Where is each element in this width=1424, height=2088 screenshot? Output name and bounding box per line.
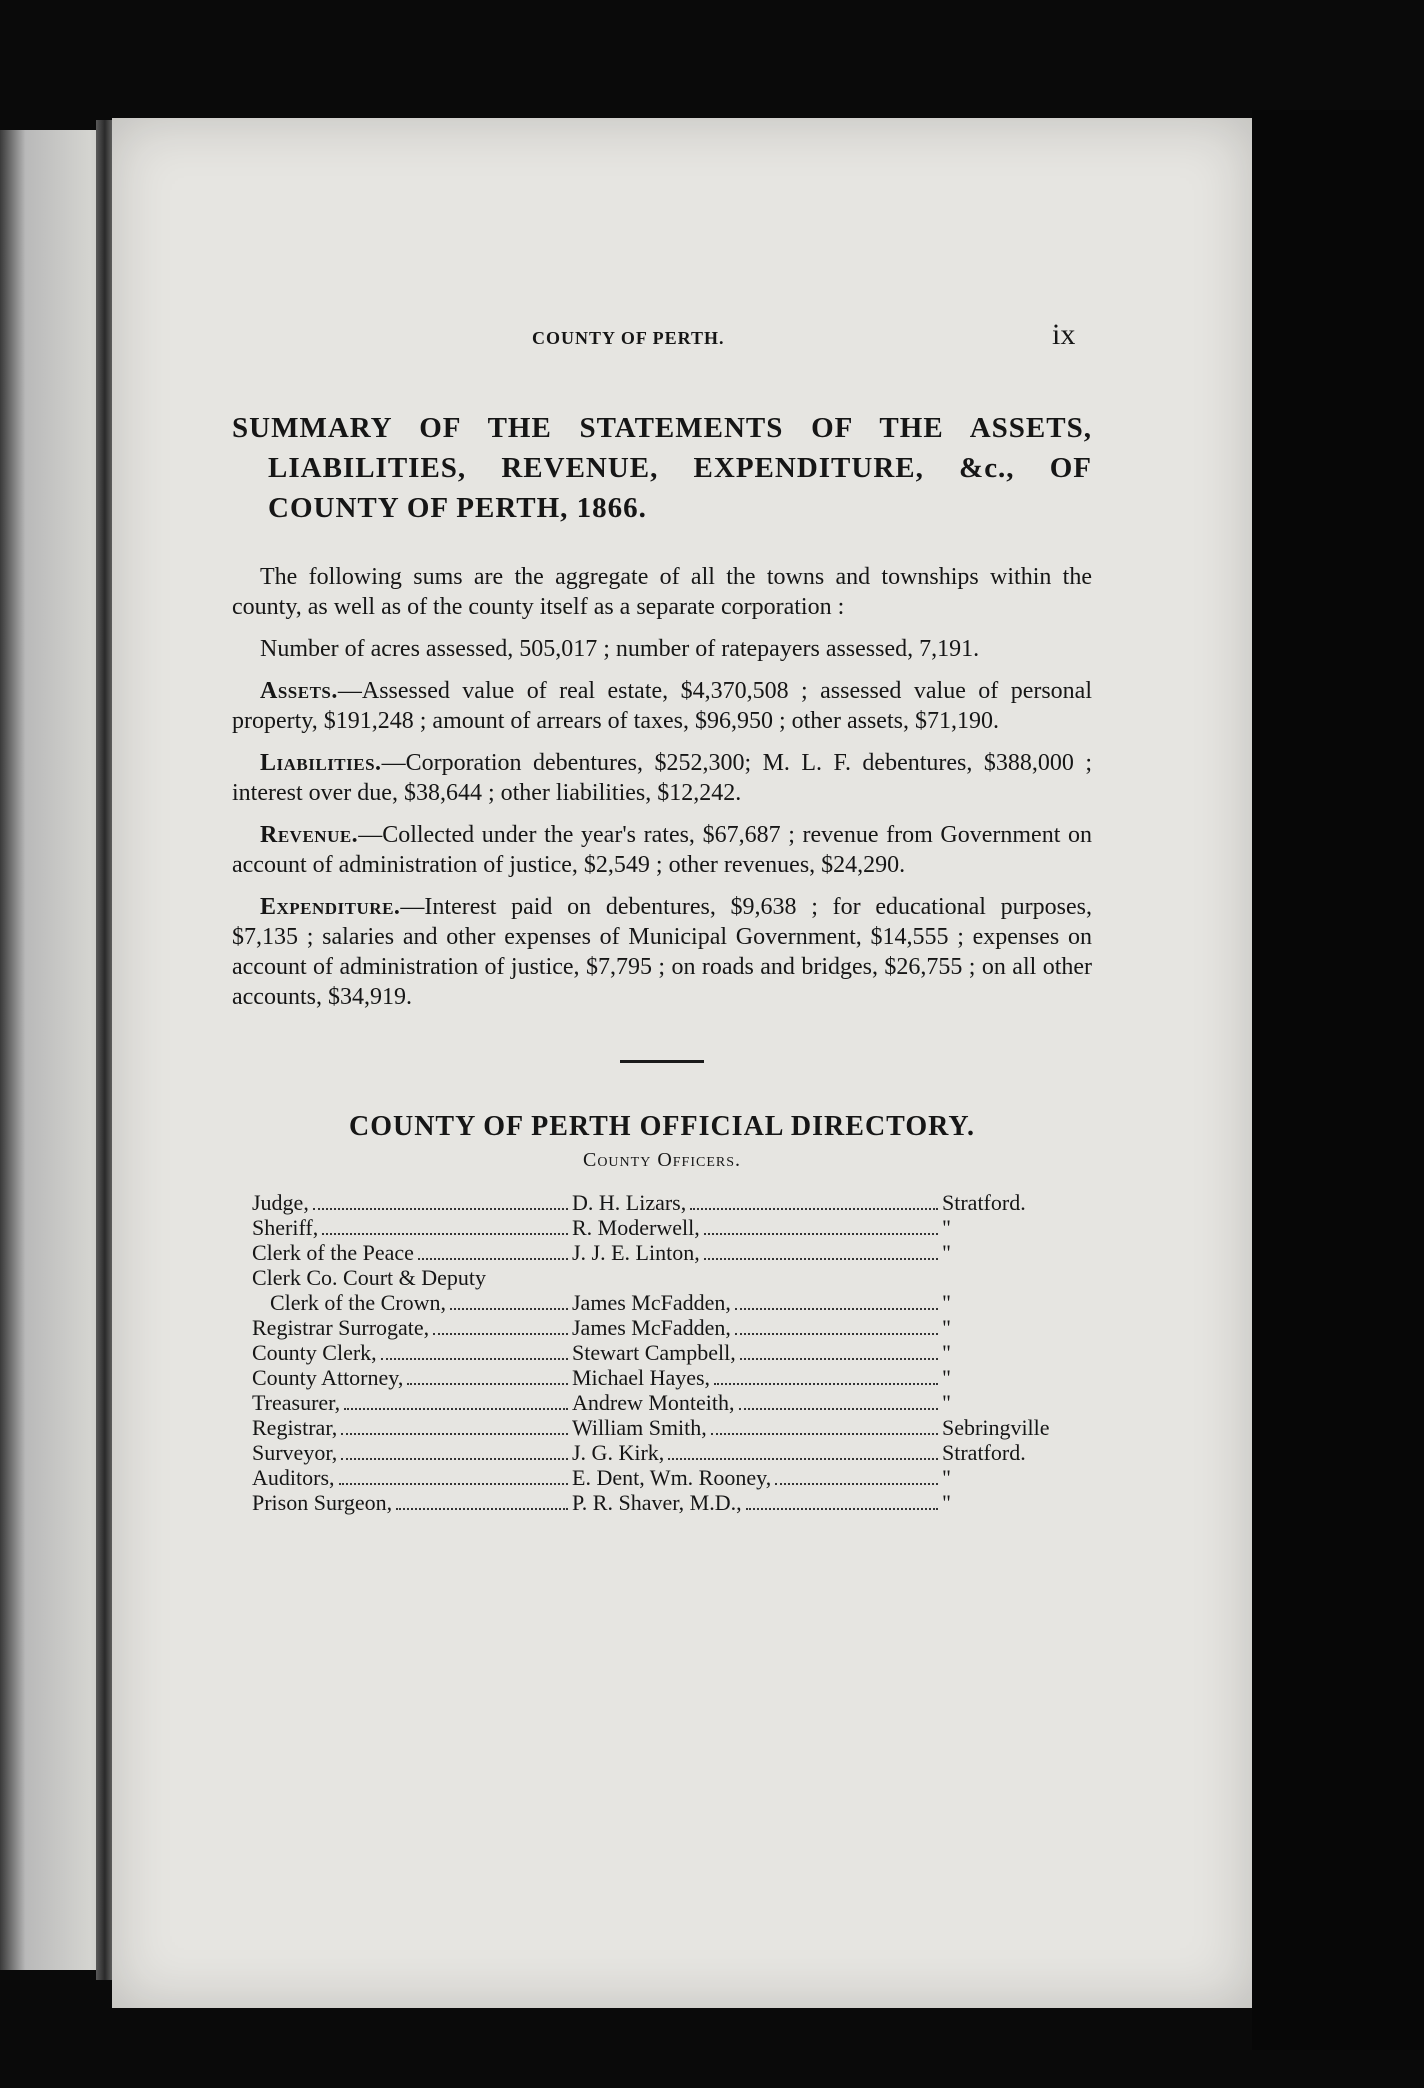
- officer-place: ": [942, 1465, 951, 1490]
- name-column: [572, 1365, 942, 1390]
- officer-list: [232, 1190, 1092, 1515]
- officer-name: Stewart Campbell,: [572, 1340, 736, 1365]
- leader-dots: [396, 1508, 568, 1510]
- officer-row: [252, 1290, 1092, 1315]
- officer-row: [252, 1465, 1092, 1490]
- leader-dots: [418, 1258, 568, 1260]
- officer-office: Clerk of the Peace: [252, 1240, 414, 1265]
- officer-row: [252, 1315, 1092, 1340]
- office-column: [252, 1415, 572, 1440]
- officer-name: E. Dent, Wm. Rooney,: [572, 1465, 772, 1490]
- assets-paragraph: [232, 676, 1092, 736]
- summary-title: SUMMARY OF THE STATEMENTS OF THE ASSETS, LIABILITIES, REVENUE, EXPENDITURE, &c., OF COUNTY OF PERTH, 1866.: [232, 412, 1092, 524]
- name-column: [572, 1190, 942, 1215]
- office-column: [252, 1215, 572, 1240]
- officer-row: [252, 1190, 1092, 1215]
- officer-name: James McFadden,: [572, 1315, 731, 1340]
- leader-dots: [711, 1433, 938, 1435]
- leader-dots: [690, 1208, 938, 1210]
- officer-name: J. J. E. Linton,: [572, 1240, 700, 1265]
- leader-dots: [407, 1383, 568, 1385]
- name-column: [572, 1315, 942, 1340]
- officer-place: ": [942, 1340, 951, 1365]
- officer-name: Andrew Monteith,: [572, 1390, 735, 1415]
- officer-name: P. R. Shaver, M.D.,: [572, 1490, 742, 1515]
- officer-name: D. H. Lizars,: [572, 1190, 687, 1215]
- officer-row: [252, 1340, 1092, 1365]
- leader-dots: [322, 1233, 568, 1235]
- directory-subtitle: County Officers.: [582, 1149, 742, 1171]
- leader-dots: [313, 1208, 568, 1210]
- officer-place: Stratford.: [942, 1440, 1026, 1465]
- officer-office: Clerk of the Crown,: [270, 1290, 446, 1315]
- office-column: [252, 1315, 572, 1340]
- name-column: [572, 1240, 942, 1265]
- officer-place: ": [942, 1390, 951, 1415]
- name-column: [572, 1290, 942, 1315]
- revenue-label: Revenue.: [260, 822, 359, 848]
- officer-name: William Smith,: [572, 1415, 707, 1440]
- name-column: [572, 1440, 942, 1465]
- expenditure-label: Expenditure.: [260, 894, 401, 920]
- office-column: [252, 1490, 572, 1515]
- name-column: [572, 1490, 942, 1515]
- leader-dots: [739, 1408, 938, 1410]
- officer-name: J. G. Kirk,: [572, 1440, 665, 1465]
- officer-place: ": [942, 1215, 951, 1240]
- right-background: [1252, 110, 1424, 2050]
- liabilities-text: —Corporation debentures, $252,300; M. L. F. debentures, $388,000 ; interest over due, $38,644 ; other liabilities, $12,242.: [232, 750, 1092, 806]
- leader-dots: [735, 1333, 938, 1335]
- name-column: [572, 1390, 942, 1415]
- officer-row: [252, 1490, 1092, 1515]
- leader-dots: [450, 1308, 568, 1310]
- officer-office: Sheriff,: [252, 1215, 319, 1240]
- officer-row: [252, 1390, 1092, 1415]
- leader-dots: [775, 1483, 938, 1485]
- leader-dots: [704, 1258, 938, 1260]
- officer-place: Stratford.: [942, 1190, 1026, 1215]
- officer-row: [252, 1415, 1092, 1440]
- page-number: ix: [1052, 318, 1076, 351]
- officer-office: Treasurer,: [252, 1390, 341, 1415]
- page-content: [232, 408, 1092, 1515]
- officer-row: [252, 1265, 1092, 1290]
- officer-office: Surveyor,: [252, 1440, 338, 1465]
- assets-label: Assets.: [260, 678, 338, 704]
- revenue-paragraph: [232, 820, 1092, 880]
- officer-office: Prison Surgeon,: [252, 1490, 393, 1515]
- officer-place: ": [942, 1490, 951, 1515]
- leader-dots: [704, 1233, 938, 1235]
- leader-dots: [433, 1333, 568, 1335]
- officer-office: Clerk Co. Court & Deputy: [252, 1265, 487, 1290]
- leader-dots: [668, 1458, 938, 1460]
- officer-office: County Clerk,: [252, 1340, 377, 1365]
- officer-name: R. Moderwell,: [572, 1215, 700, 1240]
- leader-dots: [341, 1458, 568, 1460]
- office-column: [252, 1290, 572, 1315]
- liabilities-label: Liabilities.: [260, 750, 382, 776]
- leader-dots: [714, 1383, 938, 1385]
- name-column: [572, 1415, 942, 1440]
- officer-place: ": [942, 1315, 951, 1340]
- summary-intro: The following sums are the aggregate of all the towns and townships within the county, as well as of the county itself as a separate corporation :: [232, 564, 1092, 620]
- officer-name: James McFadden,: [572, 1290, 731, 1315]
- office-column: [252, 1465, 572, 1490]
- officer-place: Sebringville: [942, 1415, 1050, 1440]
- leader-dots: [740, 1358, 938, 1360]
- officer-row: [252, 1440, 1092, 1465]
- office-column: [252, 1190, 572, 1215]
- name-column: [572, 1340, 942, 1365]
- assets-text: —Assessed value of real estate, $4,370,508 ; assessed value of personal property, $191,248 ; amount of arrears of taxes, $96,950 ; other assets, $71,190.: [232, 678, 1092, 734]
- officer-office: Registrar Surrogate,: [252, 1315, 430, 1340]
- directory-title: COUNTY OF PERTH OFFICIAL DIRECTORY.: [348, 1111, 976, 1142]
- expenditure-paragraph: [232, 892, 1092, 1012]
- officer-office: Registrar,: [252, 1415, 338, 1440]
- leader-dots: [339, 1483, 569, 1485]
- officer-place: ": [942, 1365, 951, 1390]
- officer-place: ": [942, 1290, 951, 1315]
- revenue-text: —Collected under the year's rates, $67,687 ; revenue from Government on account of administration of justice, $2,549 ; other revenues, $24,290.: [232, 822, 1092, 878]
- officer-office: Judge,: [252, 1190, 309, 1215]
- expenditure-text: —Interest paid on debentures, $9,638 ; for educational purposes, $7,135 ; salaries and other expenses of Municipal Government, $14,555 ; expenses on account of administration of justice, $7,795 ; on roads and bridges, $26,755 ; on all other accounts, $34,919.: [232, 894, 1092, 1010]
- running-head: COUNTY OF PERTH.: [532, 328, 725, 348]
- document-page: [112, 118, 1252, 2008]
- liabilities-paragraph: [232, 748, 1092, 808]
- office-column: [252, 1340, 572, 1365]
- office-column: [252, 1440, 572, 1465]
- officer-row: [252, 1215, 1092, 1240]
- officer-office: Auditors,: [252, 1465, 335, 1490]
- leader-dots: [341, 1433, 568, 1435]
- officer-row: [252, 1365, 1092, 1390]
- officer-name: Michael Hayes,: [572, 1365, 711, 1390]
- name-column: [572, 1215, 942, 1240]
- acres-paragraph: Number of acres assessed, 505,017 ; number of ratepayers assessed, 7,191.: [260, 636, 980, 662]
- leader-dots: [344, 1408, 568, 1410]
- leader-dots: [746, 1508, 938, 1510]
- page-header: [112, 314, 1252, 354]
- name-column: [572, 1465, 942, 1490]
- officer-row: [252, 1240, 1092, 1265]
- officer-place: ": [942, 1240, 951, 1265]
- office-column: [252, 1390, 572, 1415]
- leader-dots: [735, 1308, 938, 1310]
- officer-office: County Attorney,: [252, 1365, 404, 1390]
- leader-dots: [381, 1358, 568, 1360]
- office-column: [252, 1265, 572, 1290]
- section-divider: [620, 1060, 704, 1063]
- office-column: [252, 1365, 572, 1390]
- office-column: [252, 1240, 572, 1265]
